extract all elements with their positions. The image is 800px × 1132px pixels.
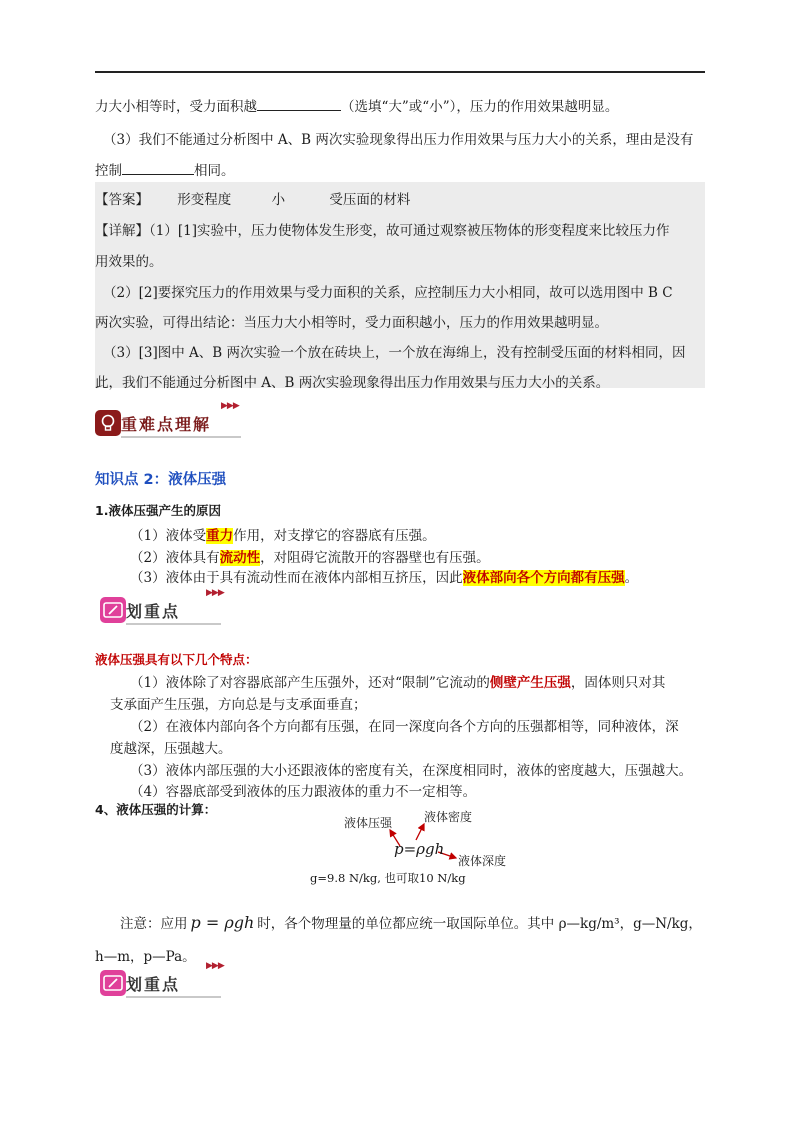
question-text: 相同。	[194, 163, 235, 179]
formula-expression: p=ρgh	[394, 840, 445, 858]
answer-label: 【答案】	[95, 192, 149, 208]
feature-2-cont: 度越深，压强越大。	[110, 741, 232, 757]
note-formula: p = ρgh	[190, 913, 255, 932]
answer-2: 小	[271, 192, 286, 208]
reason-text: 。	[624, 570, 639, 586]
top-rule	[95, 71, 705, 73]
lightbulb-icon	[95, 410, 121, 436]
note-text: 注意：应用	[120, 916, 188, 932]
badge-title: 划重点	[126, 602, 181, 621]
answer-line	[95, 188, 410, 208]
highlight-fluidity: 流动性	[219, 550, 261, 566]
label-liquid-density: 液体密度	[424, 810, 473, 824]
badge-mark-1	[100, 588, 240, 631]
detail-line: 两次实验，可得出结论：当压力大小相等时，受力面积越小，压力的作用效果越明显。	[95, 315, 608, 331]
reason-text: （1）液体受	[130, 528, 207, 544]
detail-line: （2）[2]要探究压力的作用效果与受力面积的关系，应控制压力大小相同，故可以选用图中 B C	[103, 285, 673, 301]
note-text: 时，各个物理量的单位都应统一取国际单位。其中 ρ—kg/m³，g—N/kg，	[257, 916, 702, 932]
detail-line: 用效果的。	[95, 254, 163, 270]
detail-line: 【详解】（1）[1]实验中，压力使物体发生形变，故可通过观察被压物体的形变程度来比较压力作	[95, 223, 670, 239]
badge-underline	[126, 623, 221, 625]
detail-line: （3）[3]图中 A、B 两次实验一个放在砖块上，一个放在海绵上，没有控制受压面的材料相同，因	[103, 345, 686, 361]
badge-title: 重难点理解	[121, 415, 212, 434]
highlight-gravity: 重力	[206, 528, 234, 544]
feature-4: （4）容器底部受到液体的压力跟液体的重力不一定相等。	[130, 784, 477, 800]
reason-text: ，对阻碍它流散开的容器壁也有压强。	[260, 550, 490, 566]
fill-blank-1[interactable]	[257, 96, 341, 111]
question-line-2: （3）我们不能通过分析图中 A、B 两次实验现象得出压力作用效果与压力大小的关系，理由是没有	[103, 132, 694, 148]
badge-title: 划重点	[126, 975, 181, 994]
reason-1	[130, 524, 436, 544]
reason-2	[130, 546, 490, 566]
feature-1-cont: 支承面产生压强，方向总是与支承面垂直；	[110, 697, 367, 713]
arrows-icon: ▶▶▶	[206, 588, 224, 598]
label-liquid-pressure: 液体压强	[344, 816, 393, 830]
highlight-side-walls: 侧壁产生压强	[489, 675, 571, 691]
highlight-all-directions: 液体部向各个方向都有压强	[462, 570, 625, 586]
badge-key-points	[95, 401, 255, 444]
pen-icon	[100, 970, 126, 996]
formula-diagram	[300, 808, 520, 888]
label-liquid-depth: 液体深度	[458, 854, 507, 868]
fill-blank-2[interactable]	[122, 160, 194, 175]
g-note: g=9.8 N/kg, 也可取10 N/kg	[310, 871, 466, 885]
reason-text: （2）液体具有	[130, 550, 220, 566]
feature-text: （1）液体除了对容器底部产生压强外，还对“限制”它流动的	[130, 675, 490, 691]
feature-1	[130, 671, 665, 691]
detail-line: 此，我们不能通过分析图中 A、B 两次实验现象得出压力作用效果与压力大小的关系。	[95, 375, 610, 391]
section-heading: 知识点 2：液体压强	[95, 472, 227, 488]
note-line-2: h—m，p—Pa。	[95, 949, 196, 965]
question-text: 控制	[95, 163, 122, 179]
question-text: （选填“大”或“小”），压力的作用效果越明显。	[341, 99, 619, 115]
reason-3	[130, 566, 638, 586]
note-line-1	[120, 912, 702, 932]
subheading-1: 1.液体压强产生的原因	[95, 503, 221, 518]
calc-heading: 4、液体压强的计算：	[95, 802, 217, 817]
feature-text: ，固体则只对其	[570, 675, 666, 691]
badge-mark-2	[100, 961, 240, 1004]
answer-1: 形变程度	[177, 192, 232, 208]
badge-underline	[126, 996, 221, 998]
arrows-icon: ▶▶▶	[221, 401, 239, 411]
badge-underline	[121, 436, 241, 438]
features-heading: 液体压强具有以下几个特点：	[95, 652, 258, 667]
question-line-1	[95, 95, 618, 115]
reason-text: （3）液体由于具有流动性而在液体内部相互挤压，因此	[130, 570, 463, 586]
arrows-icon: ▶▶▶	[206, 961, 224, 971]
question-line-3	[95, 159, 235, 179]
question-text: 力大小相等时，受力面积越	[95, 99, 257, 115]
feature-3: （3）液体内部压强的大小还跟液体的密度有关，在深度相同时，液体的密度越大，压强越大。	[130, 763, 693, 779]
feature-2: （2）在液体内部向各个方向都有压强，在同一深度向各个方向的压强都相等，同种液体，深	[130, 719, 679, 735]
reason-text: 作用，对支撑它的容器底有压强。	[233, 528, 436, 544]
answer-3: 受压面的材料	[329, 192, 411, 208]
pen-icon	[100, 597, 126, 623]
